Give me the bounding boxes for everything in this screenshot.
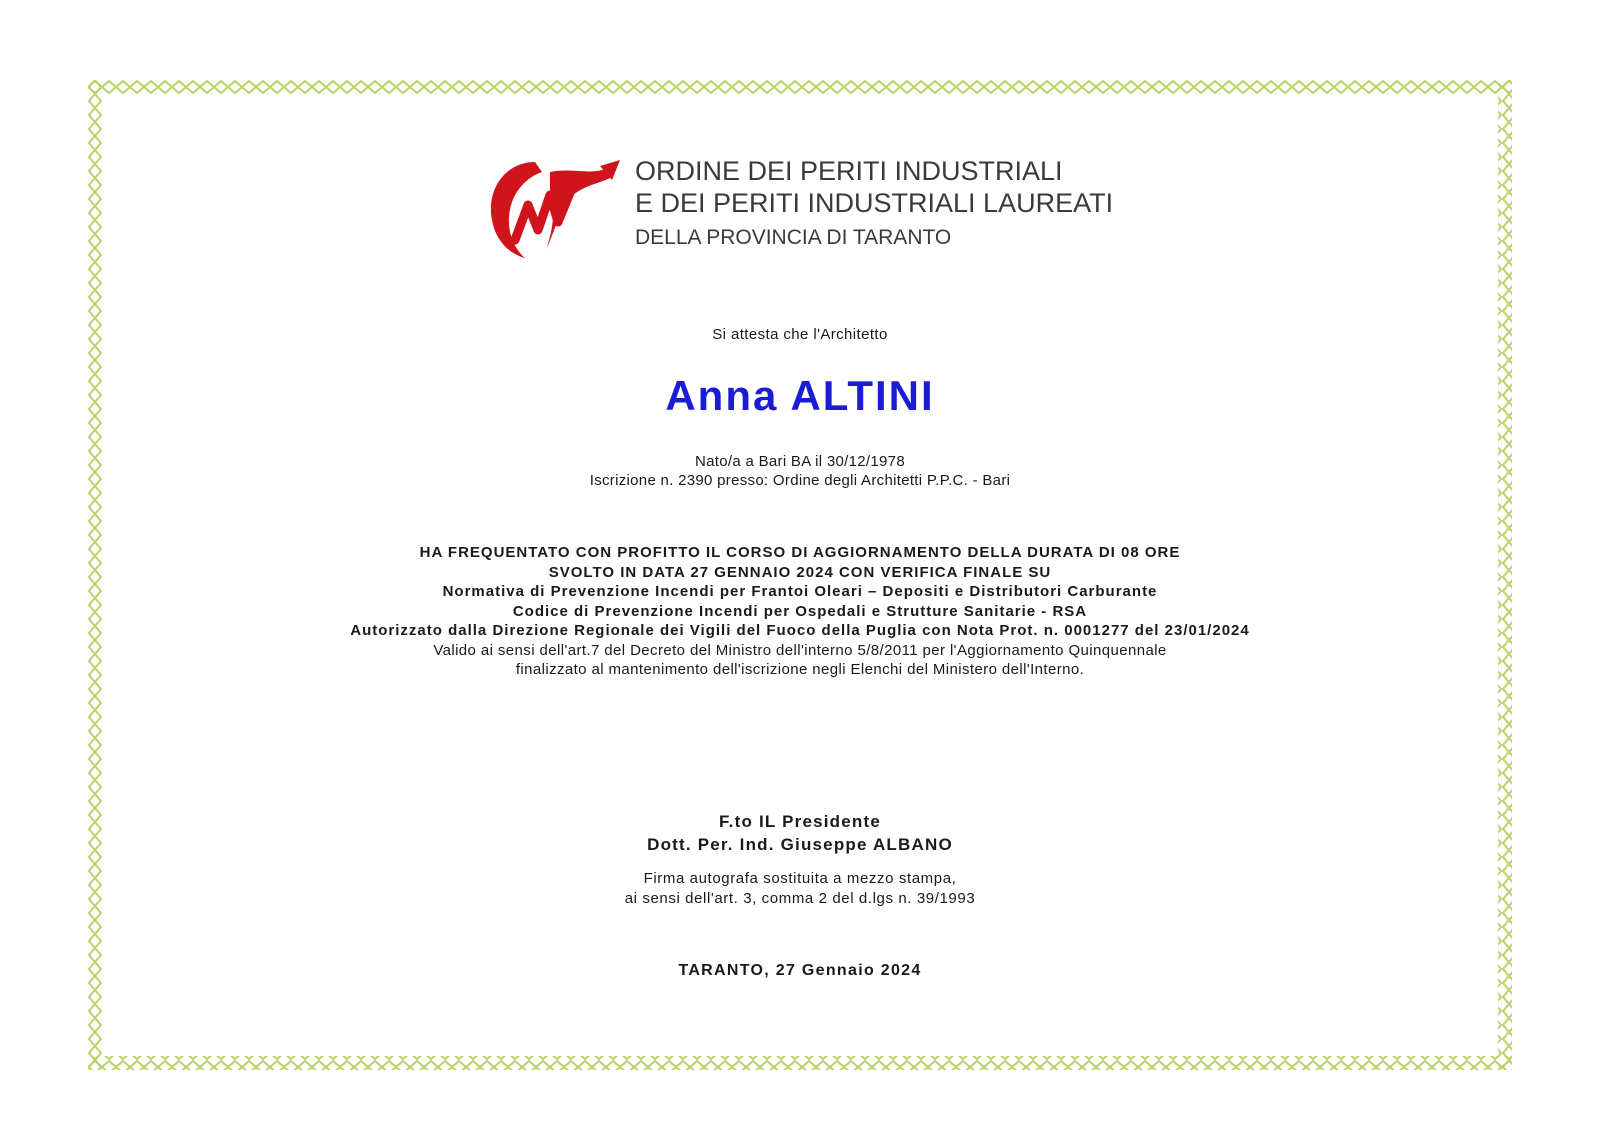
organization-name-line-2: E DEI PERITI INDUSTRIALI LAUREATI — [635, 188, 1114, 218]
red-stylized-logo-icon — [480, 150, 625, 270]
place-date: TARANTO, 27 Gennaio 2024 — [678, 962, 922, 979]
body-line-1: HA FREQUENTATO CON PROFITTO IL CORSO DI AGGIORNAMENTO DELLA DURATA DI 08 ORE — [419, 544, 1181, 561]
body-line-5: Autorizzato dalla Direzione Regionale dei Vigili del Fuoco della Puglia con Nota Prot. n. 0001277 del 23/01/2024 — [350, 622, 1250, 639]
body-line-3: Normativa di Prevenzione Incendi per Frantoi Oleari – Depositi e Distributori Carburante — [442, 583, 1158, 600]
body-line-4: Codice di Prevenzione Incendi per Ospedali e Strutture Sanitarie - RSA — [512, 602, 1088, 620]
registration-info: Iscrizione n. 2390 presso: Ordine degli Architetti P.P.C. - Bari — [589, 472, 1011, 489]
signature-name: Dott. Per. Ind. Giuseppe ALBANO — [647, 835, 953, 854]
body-line-7: finalizzato al mantenimento dell'iscrizione negli Elenchi del Ministero dell'Interno. — [515, 661, 1085, 678]
birth-info: Nato/a a Bari BA il 30/12/1978 — [695, 453, 905, 470]
organization-header — [480, 150, 1130, 270]
certificate-body — [0, 543, 1600, 680]
body-line-2: SVOLTO IN DATA 27 GENNAIO 2024 CON VERIFICA FINALE SU — [548, 563, 1052, 581]
intro-text: Si attesta che l'Architetto — [712, 326, 888, 343]
recipient-name: Anna ALTINI — [665, 372, 935, 419]
signature-title: F.to IL Presidente — [718, 812, 882, 831]
body-line-6: Valido ai sensi dell'art.7 del Decreto del Ministro dell'interno 5/8/2011 per l'Aggiornamento Quinquennale — [433, 641, 1167, 659]
organization-name-line-1: ORDINE DEI PERITI INDUSTRIALI — [635, 156, 1063, 186]
signature-note-1: Firma autografa sostituita a mezzo stampa, — [643, 870, 957, 887]
signature-note-2: ai sensi dell'art. 3, comma 2 del d.lgs n. 39/1993 — [624, 890, 976, 907]
organization-province: DELLA PROVINCIA DI TARANTO — [635, 226, 952, 249]
